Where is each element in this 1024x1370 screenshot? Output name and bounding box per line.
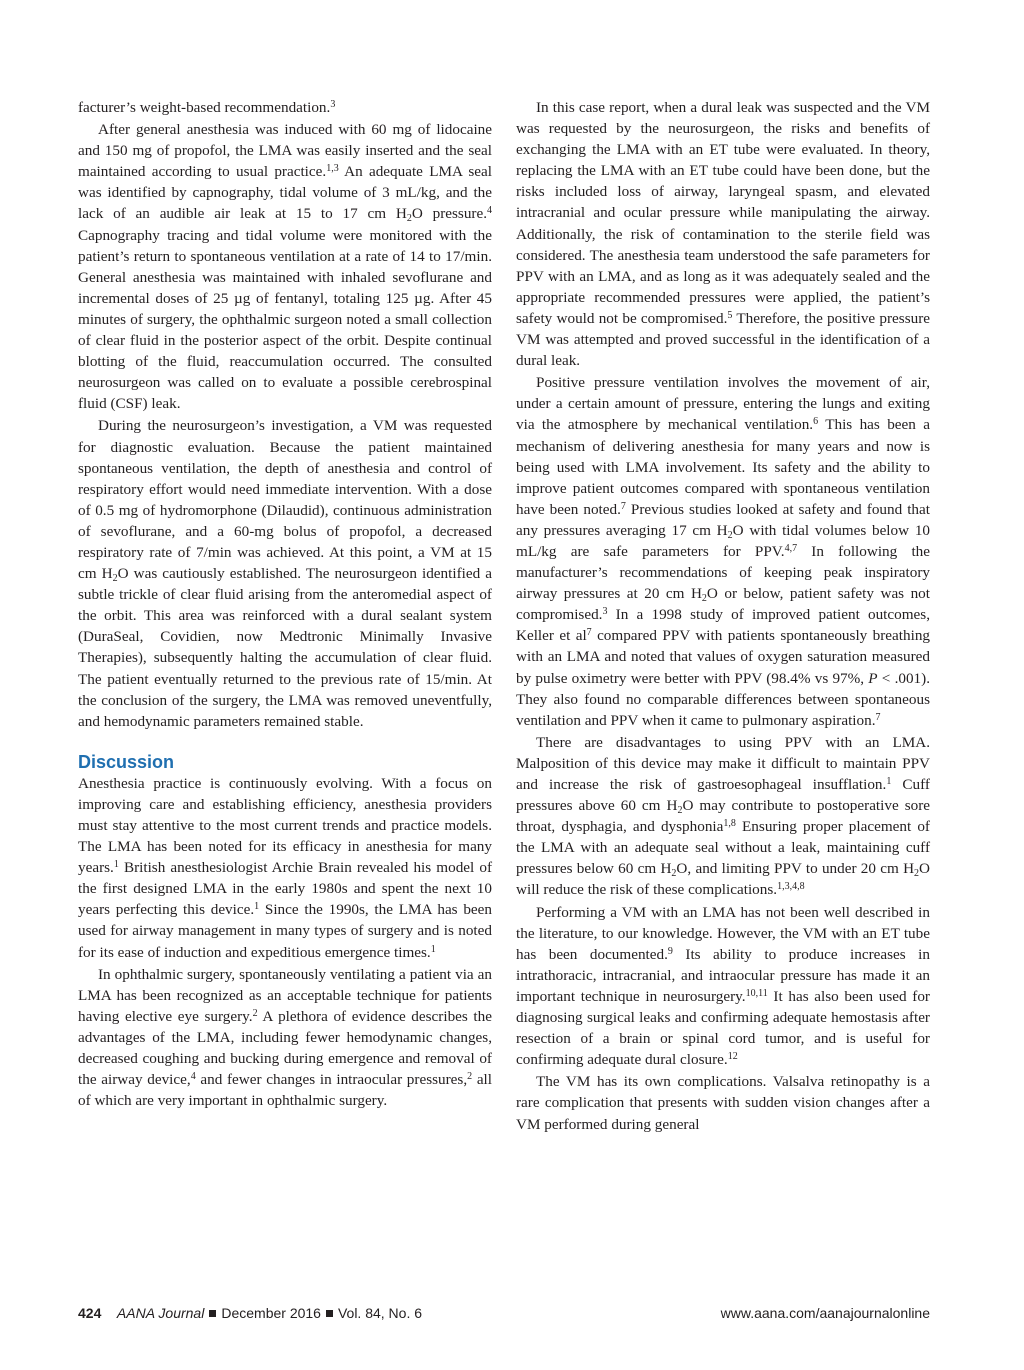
citation-superscript: 4 (487, 205, 493, 217)
text-run: O may contribute to postoperative sore throat, dysphagia, and dysphonia (516, 797, 930, 836)
text-run: Therefore, the positive pressure VM was attempted and proved successful in the identification of a dural leak. (516, 309, 930, 370)
paragraph (516, 372, 930, 731)
right-column (516, 97, 930, 1135)
text-run: Capnography tracing and tidal volume were monitored with the patient’s return to spontaneous ventilation at a rate of 14 to 17/min. General anesthesia was maintained with inhaled sevoflurane and incremental doses of 25 µg of fentanyl, totaling 125 µg. After 45 minutes of surgery, the ophthalmic surgeon noted a small collection of clear fluid in the posterior aspect of the orbit. Despite continual blotting of the fluid, reaccumulation occurred. The consulted neurosurgeon was called on to evaluate a possible cerebrospinal fluid (CSF) leak. (78, 226, 492, 413)
text-run: British anesthesiologist Archie Brain revealed his model of the first designed LMA in the early 1980s and spent the next 10 years perfecting this device. (78, 859, 492, 919)
text-run: facturer’s weight-based recommendation. (78, 99, 331, 116)
text-run: In this case report, when a dural leak was suspected and the VM was requested by the neurosurgeon, the risks and benefits of exchanging the LMA with an ET tube were evaluated. In theory, replacing the LMA with an ET tube could have been done, but the risks included loss of airway, laryngeal spasm, and elevated intracranial and ocular pressure while manipulating the airway. Additionally, the risk of contamination to the sterile field was considered. The anesthesia team understood the safe parameters for PPV with an LMA, and as long as it was adequately sealed and the appropriate recommended pressures were applied, the patient’s safety would not be compromised. (516, 99, 930, 327)
bullet-icon (326, 1310, 333, 1317)
text-run: < .001). They also found no comparable differences between spontaneous ventilation and PPV when it came to pulmonary aspiration. (516, 669, 931, 729)
citation-superscript: 6 (813, 416, 819, 428)
citation-superscript: 1,3,4,8 (777, 881, 805, 893)
citation-superscript: 1,3 (326, 163, 339, 175)
citation-superscript: 10,11 (745, 987, 768, 999)
citation-superscript: 1 (430, 943, 436, 955)
text-run: There are disadvantages to using PPV with an LMA. Malposition of this device may make it difficult to maintain PPV and increase the risk of gastroesophageal insufflation. (516, 733, 930, 793)
text-run: Positive pressure ventilation involves the movement of air, under a certain amount of pressure, entering the lungs and exiting via the atmosphere by mechanical ventilation. (516, 374, 930, 434)
text-run: In following the manufacturer’s recommendations of keeping peak inspiratory airway pressures at 20 cm H (516, 542, 931, 603)
paragraph (516, 732, 930, 901)
citation-superscript: 9 (667, 945, 673, 957)
subscript: 2 (727, 529, 733, 541)
citation-superscript: 1,8 (723, 818, 736, 830)
text-run: and fewer changes in intraocular pressures, (195, 1071, 468, 1089)
text-run: all of which are very important in ophthalmic surgery. (78, 1071, 492, 1110)
citation-superscript: 7 (586, 627, 592, 639)
text-run: O was cautiously established. The neurosurgeon identified a subtle trickle of clear fluid arising from the anteromedial aspect of the orbit. This area was reinforced with a dural sealant system (DuraSeal, Covidien, now Medtronic Minimally Invasive Therapies), subsequently halting the accumulation of clear fluid. The patient eventually returned to the previous rate of 15/min. At the conclusion of the surgery, the LMA was removed uneventfully, and hemodynamic parameters remained stable. (78, 565, 492, 730)
text-run: O or below, patient safety was not compromised. (516, 585, 930, 624)
text-run: Previous studies looked at safety and found that any pressures averaging 17 cm H (516, 500, 930, 539)
paragraph (78, 415, 492, 731)
text-run: An adequate LMA seal was identified by capnography, tidal volume of 3 mL/kg, and the lack of an audible air leak at 15 to 17 cm H (78, 163, 492, 223)
paragraph (78, 97, 492, 118)
bullet-icon (209, 1310, 216, 1317)
paragraph (78, 773, 492, 963)
subscript: 2 (701, 593, 707, 605)
issue-volume: Vol. 84, No. 6 (337, 1305, 423, 1321)
paragraph (516, 1071, 930, 1134)
page-footer (78, 1305, 930, 1321)
journal-name: AANA Journal (116, 1305, 205, 1321)
citation-superscript: 1 (254, 901, 260, 913)
text-run: compared PPV with patients spontaneously breathing with an LMA and noted that values of oxygen saturation measured by pulse oximetry were better with PPV (98.4% vs 97%, (516, 627, 931, 687)
italic-text: P (868, 669, 878, 687)
subscript: 2 (112, 573, 118, 585)
citation-superscript: 2 (467, 1071, 473, 1083)
issue-date: December 2016 (221, 1305, 321, 1321)
journal-url[interactable]: www.aana.com/aanajournalonline (720, 1305, 930, 1321)
text-run: Its ability to produce increases in intrathoracic, intracranial, and intraocular pressure has made it an important technique in neurosurgery. (516, 945, 930, 1005)
citation-superscript: 3 (602, 606, 608, 618)
paragraph (78, 964, 492, 1112)
text-run: Anesthesia practice is continuously evolving. With a focus on improving care and establishing efficiency, anesthesia providers must stay attentive to the most current trends and practice models. The LMA has been noted for its efficacy in anesthesia for many years. (78, 774, 492, 877)
paragraph (516, 97, 930, 371)
text-run: Since the 1990s, the LMA has been used for airway management in many types of surgery and is noted for its ease of induction and expeditious emergence times. (78, 901, 492, 961)
text-run: In a 1998 study of improved patient outcomes, Keller et al (516, 606, 930, 645)
text-run: O will reduce the risk of these complications. (516, 860, 931, 899)
text-run: It has also been used for diagnosing surgical leaks and confirming adequate hemostasis after resection of a brain or spinal cord tumor, and is useful for confirming adequate dural closure. (516, 987, 930, 1069)
text-run: Performing a VM with an LMA has not been well described in the literature, to our knowledge. However, the VM with an ET tube has been documented. (516, 903, 930, 963)
subscript: 2 (406, 213, 412, 225)
text-run: This has been a mechanism of delivering anesthesia for many years and now is being used with LMA involvement. Its safety and the ability to improve patient outcomes compared with spontaneous ventilation have been noted. (516, 416, 930, 518)
page-number: 424 (78, 1305, 102, 1321)
subscript: 2 (671, 868, 677, 880)
citation-superscript: 2 (252, 1007, 258, 1019)
citation-superscript: 1 (113, 859, 119, 871)
text-run: O, and limiting PPV to under 20 cm H (676, 860, 915, 878)
subscript: 2 (914, 868, 920, 880)
left-column (78, 97, 492, 1111)
citation-superscript: 5 (727, 309, 733, 321)
text-run: During the neurosurgeon’s investigation, a VM was requested for diagnostic evaluation. Because the patient maintained spontaneous ventilation, the depth of anesthesia and control of respiratory effort would need immediate intervention. With a dose of 0.5 mg of hydromorphone (Dilaudid), continuous administration of sevoflurane, and a 60-mg bolus of propofol, a decreased respiratory rate of 7/min was achieved. At this point, a VM at 15 cm H (78, 417, 492, 583)
text-run: A plethora of evidence describes the advantages of the LMA, including fewer hemodynamic changes, decreased coughing and bucking during emergence and removal of the airway device, (78, 1007, 492, 1089)
citation-superscript: 7 (620, 500, 626, 512)
subscript: 2 (677, 805, 683, 817)
text-run: After general anesthesia was induced with 60 mg of lidocaine and 150 mg of propofol, the LMA was easily inserted and the seal maintained according to usual practice. (78, 121, 492, 181)
text-run: Ensuring proper placement of the LMA with an adequate seal without a leak, maintaining cuff pressures below 60 cm H (516, 818, 930, 878)
citation-superscript: 7 (875, 711, 881, 723)
text-run: In ophthalmic surgery, spontaneously ventilating a patient via an LMA has been recognized as an acceptable technique for patients having elective eye surgery. (78, 965, 492, 1025)
text-run: Cuff pressures above 60 cm H (516, 776, 930, 815)
citation-superscript: 3 (330, 99, 336, 110)
paragraph (516, 902, 930, 1071)
text-run: The VM has its own complications. Valsalva retinopathy is a rare complication that presents with sudden vision changes after a VM performed during general (516, 1073, 930, 1133)
text-run: O with tidal volumes below 10 mL/kg are safe parameters for PPV. (516, 521, 931, 560)
section-heading: Discussion (78, 751, 175, 772)
text-run: O pressure. (411, 205, 488, 223)
citation-superscript: 12 (727, 1051, 738, 1063)
citation-superscript: 4 (190, 1071, 196, 1083)
citation-superscript: 1 (886, 776, 892, 787)
paragraph (78, 119, 492, 414)
citation-superscript: 4,7 (784, 542, 798, 554)
